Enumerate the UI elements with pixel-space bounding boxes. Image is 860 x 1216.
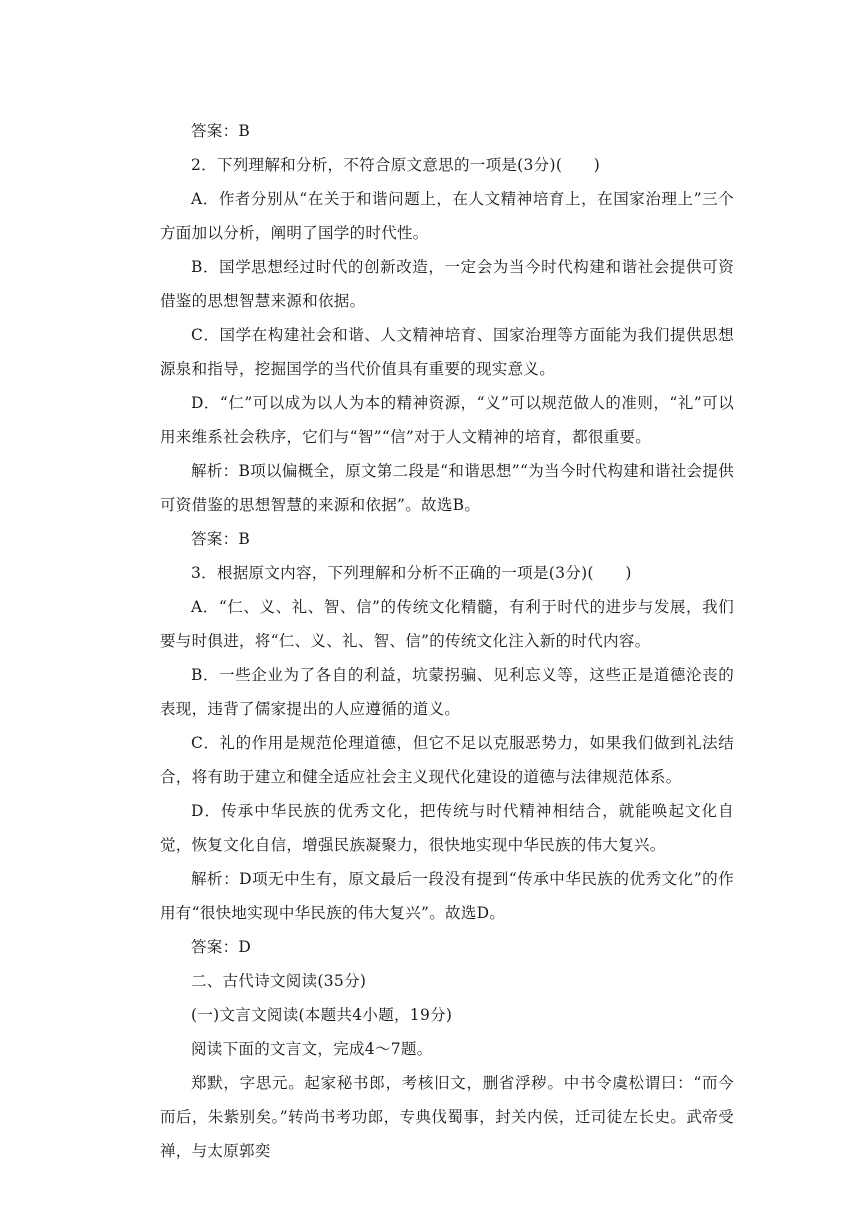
- question-2-option-a: A．作者分别从“在关于和谐问题上，在人文精神培育上，在国家治理上”三个方面加以分析，阐明了国学的时代性。: [160, 190, 734, 242]
- question-3-option-b: B．一些企业为了各自的利益，坑蒙拐骗、见利忘义等，这些正是道德沦丧的表现，违背了儒家提出的人应遵循的道义。: [160, 666, 734, 718]
- subsection-heading: (一)文言文阅读(本题共4小题，19分): [191, 1006, 453, 1024]
- question-2-answer: 答案：B: [191, 530, 251, 548]
- question-2-option-c: C．国学在构建社会和谐、人文精神培育、国家治理等方面能为我们提供思想源泉和指导，挖掘国学的当代价值具有重要的现实意义。: [160, 326, 734, 378]
- question-3-option-a: A．“仁、义、礼、智、信”的传统文化精髓，有利于时代的进步与发展，我们要与时俱进，将“仁、义、礼、智、信”的传统文化注入新的时代内容。: [160, 598, 734, 650]
- section-heading: 二、古代诗文阅读(35分): [191, 972, 367, 990]
- classical-passage: 郑默，字思元。起家秘书郎，考核旧文，删省浮秽。中书令虞松谓曰：“而今而后，朱紫别矣。”转尚书考功郎，专典伐蜀事，封关内侯，迁司徒左长史。武帝受禅，与太原郭奕: [160, 1074, 734, 1160]
- question-3-option-c: C．礼的作用是规范伦理道德，但它不足以克服恶势力，如果我们做到礼法结合，将有助于建立和健全适应社会主义现代化建设的道德与法律规范体系。: [160, 734, 734, 786]
- question-2-option-b: B．国学思想经过时代的创新改造，一定会为当今时代构建和谐社会提供可资借鉴的思想智慧来源和依据。: [160, 258, 734, 310]
- reading-instruction: 阅读下面的文言文，完成4～7题。: [191, 1040, 433, 1058]
- question-3-analysis: 解析：D项无中生有，原文最后一段没有提到“传承中华民族的优秀文化”的作用有“很快地实现中华民族的伟大复兴”。故选D。: [160, 870, 734, 922]
- question-2-analysis: 解析：B项以偏概全，原文第二段是“和谐思想”“为当今时代构建和谐社会提供可资借鉴的思想智慧的来源和依据”。故选B。: [160, 462, 734, 514]
- question-3-option-d: D．传承中华民族的优秀文化，把传统与时代精神相结合，就能唤起文化自觉，恢复文化自信，增强民族凝聚力，很快地实现中华民族的伟大复兴。: [160, 802, 734, 854]
- question-2-option-d: D．“仁”可以成为以人为本的精神资源，“义”可以规范做人的准则，“礼”可以用来维系社会秩序，它们与“智”“信”对于人文精神的培育，都很重要。: [160, 394, 734, 446]
- question-2-stem: 2．下列理解和分析，不符合原文意思的一项是(3分)( ): [191, 156, 601, 174]
- question-3-answer: 答案：D: [191, 938, 252, 956]
- question-3-stem: 3．根据原文内容，下列理解和分析不正确的一项是(3分)( ): [191, 564, 632, 582]
- document-body: [160, 114, 734, 1168]
- answer-line: 答案：B: [191, 122, 251, 140]
